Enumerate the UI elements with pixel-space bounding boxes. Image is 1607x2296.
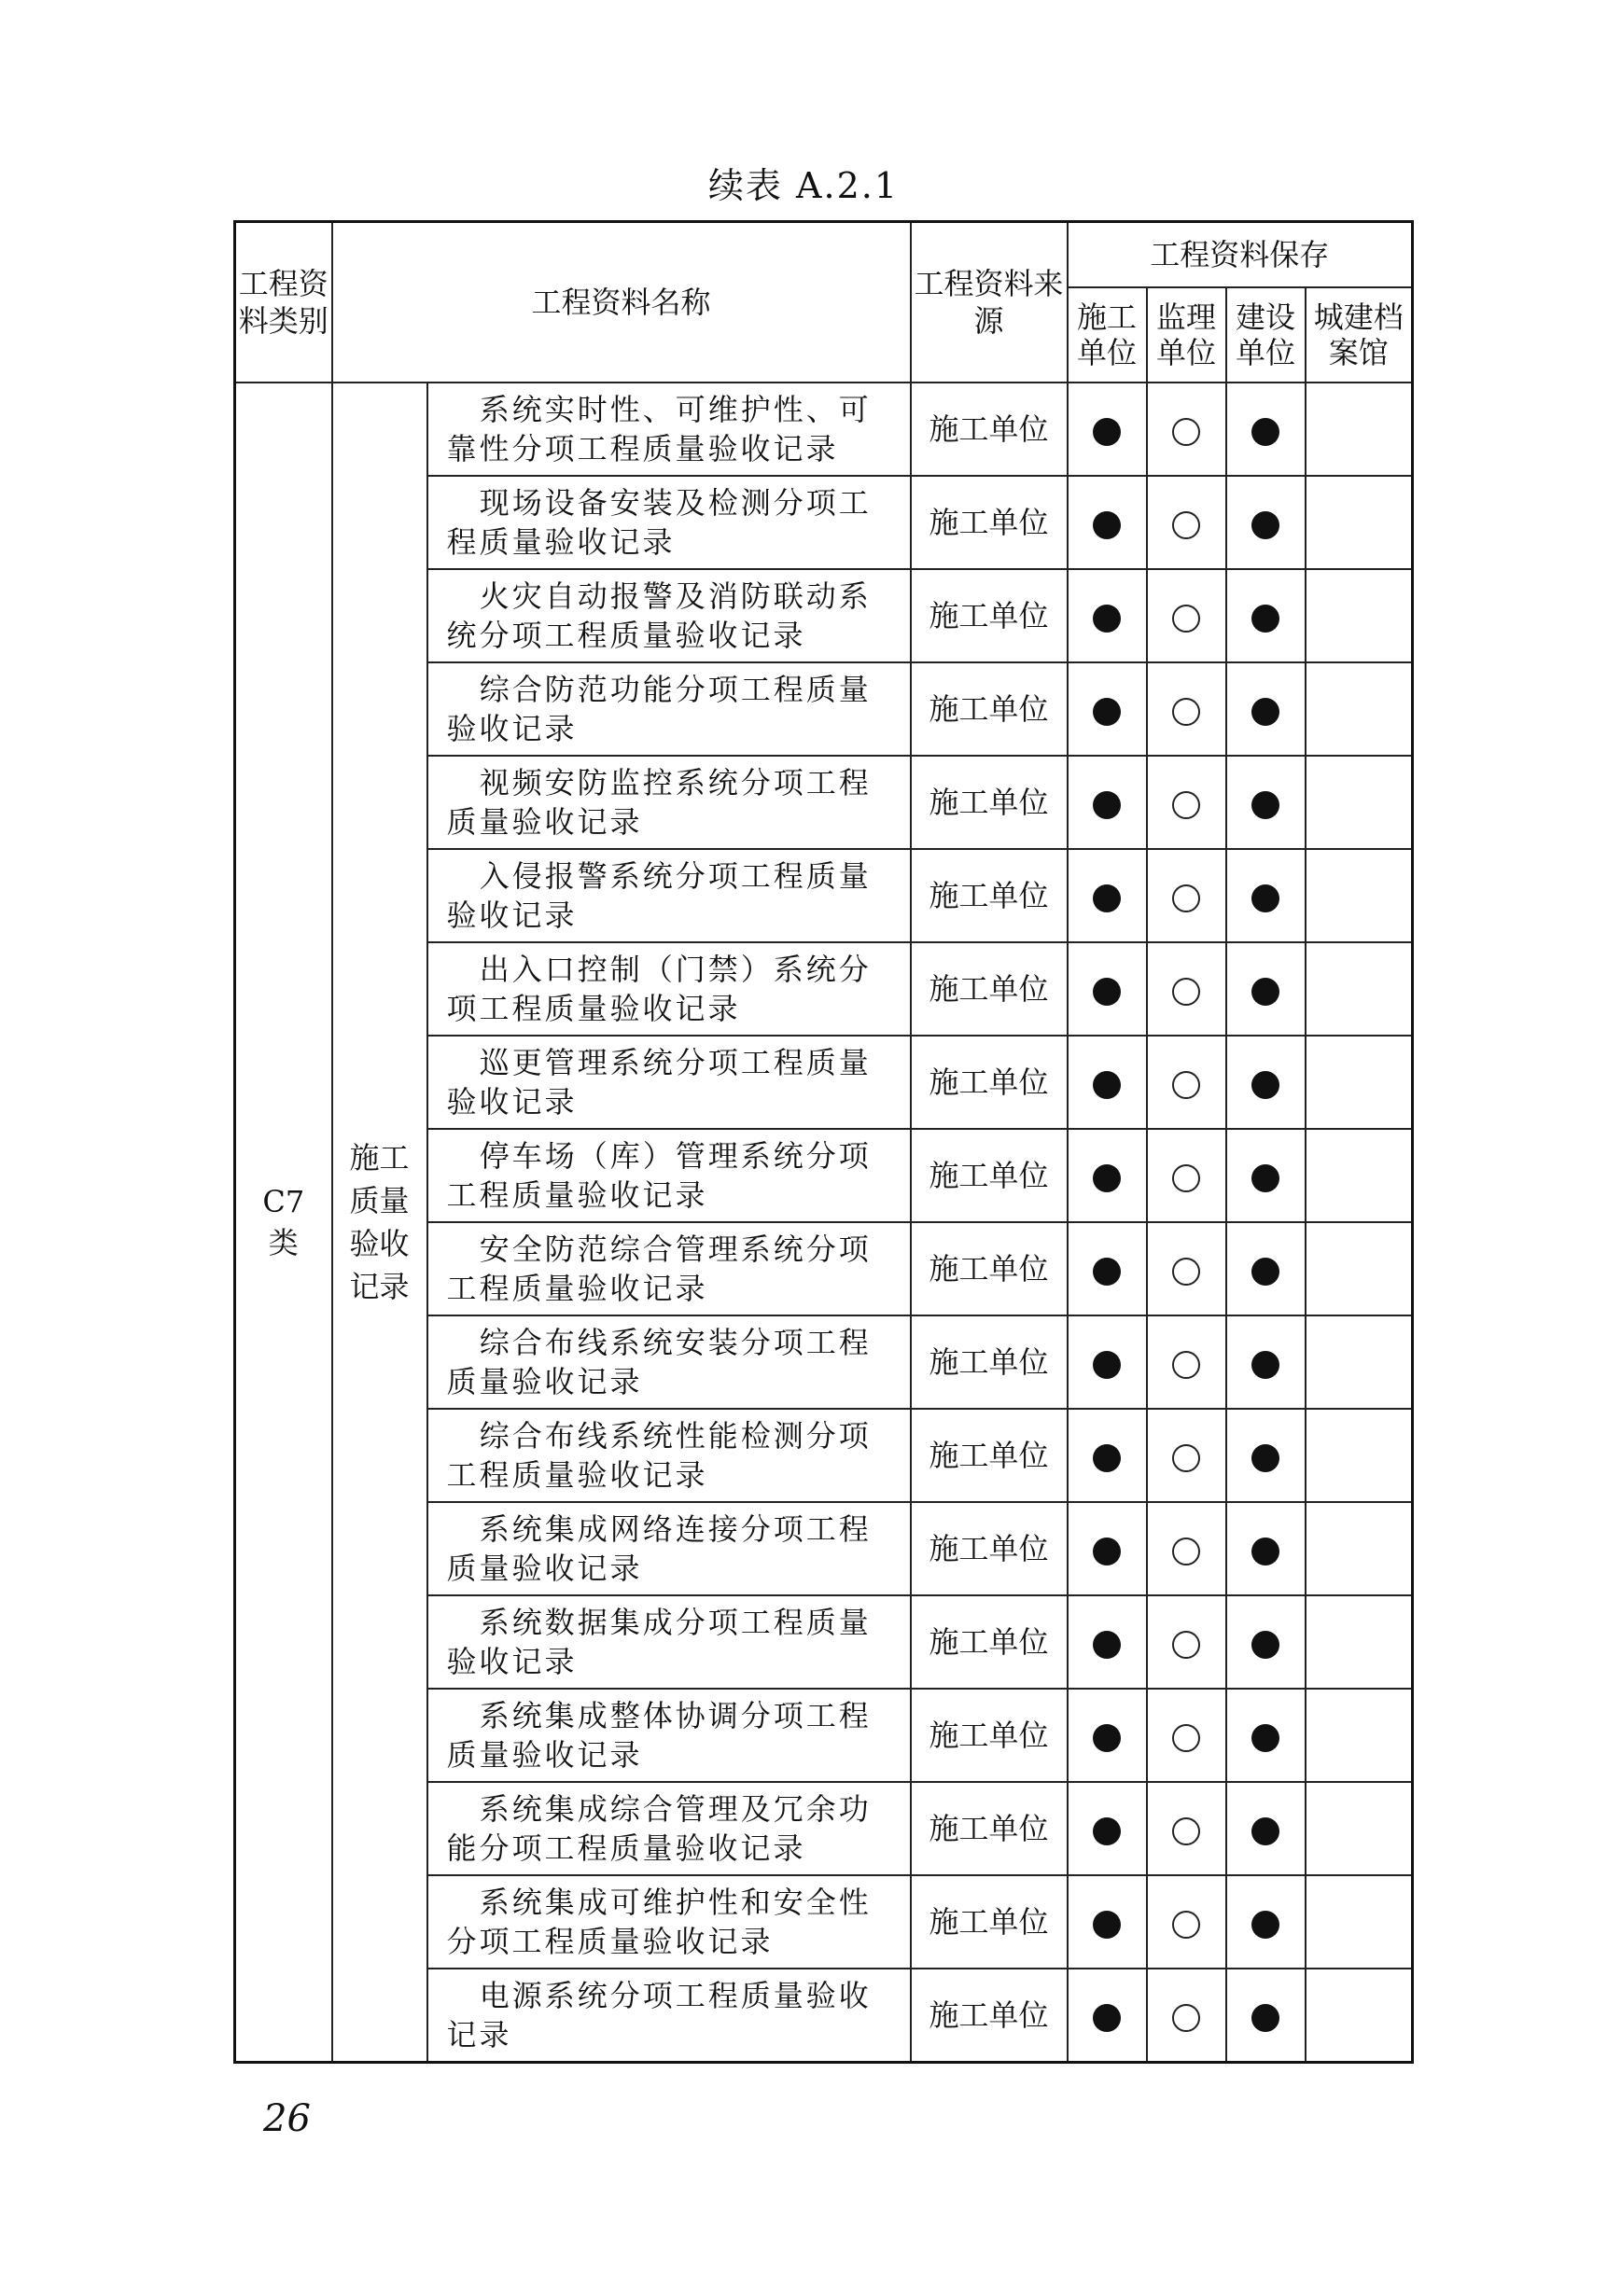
hollow-circle-icon (1172, 978, 1200, 1006)
filled-circle-icon (1093, 418, 1121, 446)
storage-mark-cell (1226, 1595, 1306, 1689)
storage-mark-cell (1226, 756, 1306, 849)
storage-mark-cell (1147, 1222, 1226, 1315)
record-name: 综合布线系统安装分项工程质量验收记录 (427, 1315, 911, 1409)
storage-mark-cell (1226, 1782, 1306, 1875)
hollow-circle-icon (1172, 418, 1200, 446)
records-table (233, 220, 1414, 2064)
record-name: 安全防范综合管理系统分项工程质量验收记录 (427, 1222, 911, 1315)
record-source: 施工单位 (911, 1782, 1068, 1875)
record-source: 施工单位 (911, 1875, 1068, 1969)
storage-mark-cell (1226, 1875, 1306, 1969)
record-source: 施工单位 (911, 942, 1068, 1036)
record-name: 系统集成整体协调分项工程质量验收记录 (427, 1689, 911, 1782)
filled-circle-icon (1251, 1444, 1279, 1472)
subcategory-cell: 施工质量验收记录 (332, 383, 427, 2063)
storage-mark-cell (1306, 383, 1413, 476)
storage-mark-cell (1306, 1315, 1413, 1409)
storage-mark-cell (1226, 1409, 1306, 1502)
storage-mark-cell (1068, 1315, 1147, 1409)
header-storage: 工程资料保存 (1068, 222, 1413, 288)
filled-circle-icon (1093, 511, 1121, 539)
storage-mark-cell (1068, 569, 1147, 662)
storage-mark-cell (1226, 569, 1306, 662)
filled-circle-icon (1093, 1724, 1121, 1752)
storage-mark-cell (1068, 1595, 1147, 1689)
storage-mark-cell (1306, 569, 1413, 662)
storage-mark-cell (1306, 1502, 1413, 1595)
record-name: 入侵报警系统分项工程质量验收记录 (427, 849, 911, 942)
storage-mark-cell (1147, 1502, 1226, 1595)
record-name: 电源系统分项工程质量验收记录 (427, 1969, 911, 2063)
record-name: 系统实时性、可维护性、可靠性分项工程质量验收记录 (427, 383, 911, 476)
header-source: 工程资料来源 (911, 222, 1068, 383)
storage-mark-cell (1226, 1222, 1306, 1315)
record-name: 火灾自动报警及消防联动系统分项工程质量验收记录 (427, 569, 911, 662)
filled-circle-icon (1251, 418, 1279, 446)
storage-mark-cell (1147, 1036, 1226, 1129)
filled-circle-icon (1093, 1258, 1121, 1286)
storage-mark-cell (1147, 383, 1226, 476)
storage-mark-cell (1147, 476, 1226, 569)
storage-mark-cell (1306, 1782, 1413, 1875)
hollow-circle-icon (1172, 1724, 1200, 1752)
header-name: 工程资料名称 (332, 222, 911, 383)
filled-circle-icon (1093, 884, 1121, 912)
storage-mark-cell (1068, 1222, 1147, 1315)
storage-mark-cell (1226, 1689, 1306, 1782)
storage-mark-cell (1068, 383, 1147, 476)
filled-circle-icon (1251, 605, 1279, 633)
page-number: 26 (263, 2097, 311, 2140)
record-name: 系统集成网络连接分项工程质量验收记录 (427, 1502, 911, 1595)
record-name: 出入口控制（门禁）系统分项工程质量验收记录 (427, 942, 911, 1036)
record-source: 施工单位 (911, 1129, 1068, 1222)
filled-circle-icon (1093, 1911, 1121, 1939)
storage-mark-cell (1306, 1036, 1413, 1129)
storage-mark-cell (1306, 1129, 1413, 1222)
storage-mark-cell (1068, 1689, 1147, 1782)
storage-mark-cell (1306, 1409, 1413, 1502)
filled-circle-icon (1251, 978, 1279, 1006)
storage-mark-cell (1226, 1036, 1306, 1129)
storage-mark-cell (1068, 849, 1147, 942)
storage-mark-cell (1068, 756, 1147, 849)
record-name: 停车场（库）管理系统分项工程质量验收记录 (427, 1129, 911, 1222)
filled-circle-icon (1093, 1071, 1121, 1099)
hollow-circle-icon (1172, 1538, 1200, 1565)
storage-mark-cell (1147, 1595, 1226, 1689)
storage-mark-cell (1147, 1875, 1226, 1969)
storage-mark-cell (1226, 662, 1306, 756)
record-name: 系统数据集成分项工程质量验收记录 (427, 1595, 911, 1689)
storage-mark-cell (1147, 569, 1226, 662)
record-name: 现场设备安装及检测分项工程质量验收记录 (427, 476, 911, 569)
record-source: 施工单位 (911, 1969, 1068, 2063)
filled-circle-icon (1251, 1258, 1279, 1286)
hollow-circle-icon (1172, 1071, 1200, 1099)
storage-mark-cell (1147, 1409, 1226, 1502)
hollow-circle-icon (1172, 605, 1200, 633)
storage-mark-cell (1147, 1969, 1226, 2063)
table-caption: 续表 A.2.1 (707, 165, 900, 206)
storage-mark-cell (1068, 1782, 1147, 1875)
record-source: 施工单位 (911, 1315, 1068, 1409)
storage-mark-cell (1068, 1036, 1147, 1129)
hollow-circle-icon (1172, 1351, 1200, 1379)
storage-mark-cell (1147, 1315, 1226, 1409)
storage-mark-cell (1306, 662, 1413, 756)
storage-mark-cell (1306, 1875, 1413, 1969)
filled-circle-icon (1251, 1631, 1279, 1659)
filled-circle-icon (1251, 1071, 1279, 1099)
storage-mark-cell (1147, 1129, 1226, 1222)
header-unit-supervision: 监理单位 (1147, 287, 1226, 383)
storage-mark-cell (1068, 1409, 1147, 1502)
storage-mark-cell (1226, 1315, 1306, 1409)
header-unit-construction: 施工单位 (1068, 287, 1147, 383)
record-source: 施工单位 (911, 1409, 1068, 1502)
filled-circle-icon (1093, 1817, 1121, 1845)
storage-mark-cell (1068, 1502, 1147, 1595)
filled-circle-icon (1251, 1724, 1279, 1752)
hollow-circle-icon (1172, 1444, 1200, 1472)
hollow-circle-icon (1172, 1164, 1200, 1192)
header-category: 工程资料类别 (235, 222, 332, 383)
table-row (235, 383, 1413, 476)
record-source: 施工单位 (911, 662, 1068, 756)
record-source: 施工单位 (911, 1222, 1068, 1315)
storage-mark-cell (1068, 662, 1147, 756)
filled-circle-icon (1093, 978, 1121, 1006)
record-name: 综合防范功能分项工程质量验收记录 (427, 662, 911, 756)
storage-mark-cell (1147, 756, 1226, 849)
filled-circle-icon (1251, 791, 1279, 819)
hollow-circle-icon (1172, 511, 1200, 539)
storage-mark-cell (1306, 476, 1413, 569)
storage-mark-cell (1226, 1129, 1306, 1222)
header-unit-owner: 建设单位 (1226, 287, 1306, 383)
category-cell: C7类 (235, 383, 332, 2063)
record-name: 巡更管理系统分项工程质量验收记录 (427, 1036, 911, 1129)
storage-mark-cell (1226, 1969, 1306, 2063)
storage-mark-cell (1068, 1129, 1147, 1222)
filled-circle-icon (1251, 1164, 1279, 1192)
storage-mark-cell (1306, 1595, 1413, 1689)
storage-mark-cell (1068, 476, 1147, 569)
storage-mark-cell (1226, 942, 1306, 1036)
filled-circle-icon (1093, 605, 1121, 633)
hollow-circle-icon (1172, 698, 1200, 726)
filled-circle-icon (1251, 698, 1279, 726)
filled-circle-icon (1251, 1817, 1279, 1845)
storage-mark-cell (1068, 942, 1147, 1036)
record-name: 系统集成可维护性和安全性分项工程质量验收记录 (427, 1875, 911, 1969)
hollow-circle-icon (1172, 791, 1200, 819)
storage-mark-cell (1068, 1969, 1147, 2063)
hollow-circle-icon (1172, 1258, 1200, 1286)
storage-mark-cell (1226, 849, 1306, 942)
filled-circle-icon (1251, 1351, 1279, 1379)
filled-circle-icon (1251, 2004, 1279, 2032)
hollow-circle-icon (1172, 884, 1200, 912)
storage-mark-cell (1226, 383, 1306, 476)
record-source: 施工单位 (911, 476, 1068, 569)
record-source: 施工单位 (911, 569, 1068, 662)
record-source: 施工单位 (911, 1689, 1068, 1782)
hollow-circle-icon (1172, 2004, 1200, 2032)
filled-circle-icon (1093, 1164, 1121, 1192)
storage-mark-cell (1147, 662, 1226, 756)
record-source: 施工单位 (911, 1036, 1068, 1129)
record-source: 施工单位 (911, 1502, 1068, 1595)
record-source: 施工单位 (911, 1595, 1068, 1689)
filled-circle-icon (1251, 1538, 1279, 1565)
storage-mark-cell (1226, 476, 1306, 569)
filled-circle-icon (1093, 698, 1121, 726)
record-name: 综合布线系统性能检测分项工程质量验收记录 (427, 1409, 911, 1502)
hollow-circle-icon (1172, 1817, 1200, 1845)
storage-mark-cell (1147, 942, 1226, 1036)
filled-circle-icon (1093, 1538, 1121, 1565)
filled-circle-icon (1251, 1911, 1279, 1939)
storage-mark-cell (1147, 1689, 1226, 1782)
record-source: 施工单位 (911, 383, 1068, 476)
storage-mark-cell (1306, 942, 1413, 1036)
filled-circle-icon (1251, 511, 1279, 539)
record-name: 系统集成综合管理及冗余功能分项工程质量验收记录 (427, 1782, 911, 1875)
filled-circle-icon (1093, 1351, 1121, 1379)
record-source: 施工单位 (911, 756, 1068, 849)
filled-circle-icon (1093, 791, 1121, 819)
filled-circle-icon (1093, 1444, 1121, 1472)
hollow-circle-icon (1172, 1911, 1200, 1939)
storage-mark-cell (1306, 1969, 1413, 2063)
storage-mark-cell (1306, 756, 1413, 849)
filled-circle-icon (1093, 1631, 1121, 1659)
filled-circle-icon (1251, 884, 1279, 912)
storage-mark-cell (1306, 849, 1413, 942)
storage-mark-cell (1147, 1782, 1226, 1875)
storage-mark-cell (1147, 849, 1226, 942)
record-source: 施工单位 (911, 849, 1068, 942)
storage-mark-cell (1068, 1875, 1147, 1969)
storage-mark-cell (1226, 1502, 1306, 1595)
filled-circle-icon (1093, 2004, 1121, 2032)
storage-mark-cell (1306, 1222, 1413, 1315)
hollow-circle-icon (1172, 1631, 1200, 1659)
header-unit-archive: 城建档案馆 (1306, 287, 1413, 383)
record-name: 视频安防监控系统分项工程质量验收记录 (427, 756, 911, 849)
storage-mark-cell (1306, 1689, 1413, 1782)
